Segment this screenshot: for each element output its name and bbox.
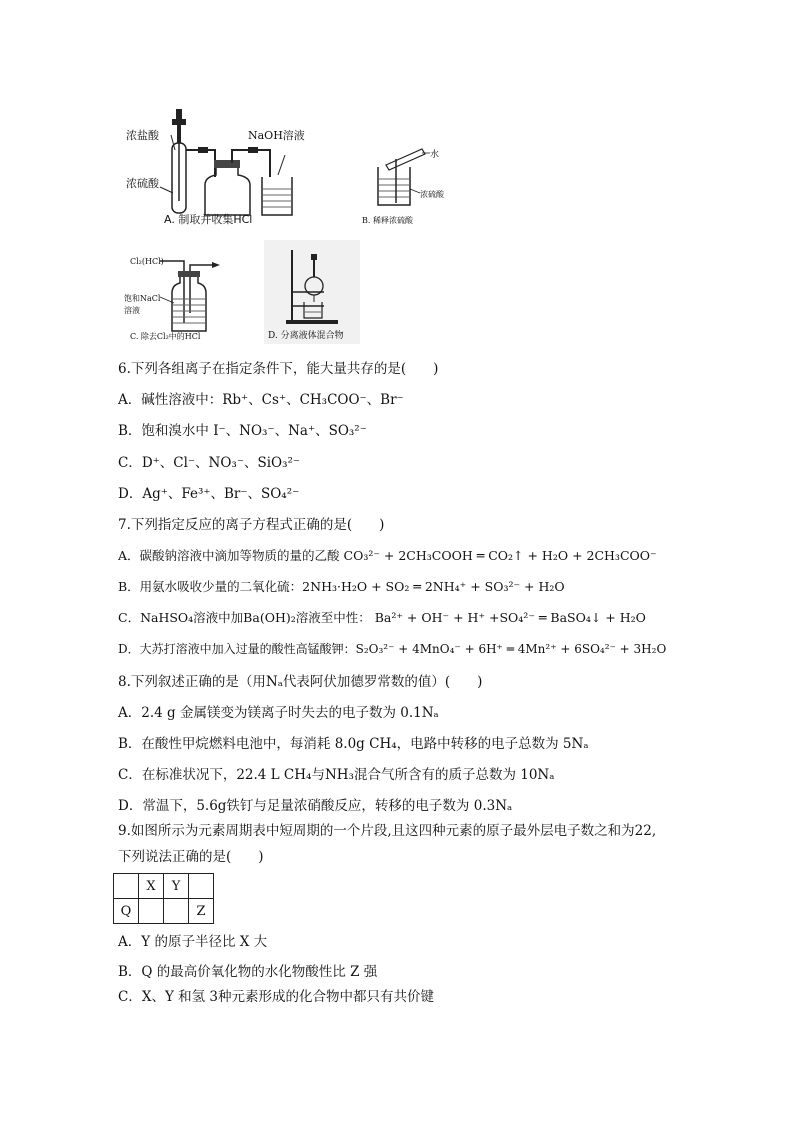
label-naoh: NaOH溶液 [248, 129, 305, 142]
label-b-acid: 浓硫酸 [420, 190, 444, 199]
table-row [114, 874, 214, 899]
q6-option-b: B．饱和溴水中 I⁻、NO₃⁻、Na⁺、SO₃²⁻ [118, 423, 367, 439]
label-conc-h2so4: 浓硫酸 [126, 177, 159, 190]
q8-stem: 8.下列叙述正确的是（用Nₐ代表阿伏加德罗常数的值）( ) [118, 674, 483, 690]
label-water: 水 [430, 150, 440, 160]
q9-option-b: B．Q 的最高价氧化物的水化物酸性比 Z 强 [118, 964, 378, 980]
table-cell [164, 899, 189, 924]
q7-option-b: B．用氨水吸收少量的二氧化硫：2NH₃·H₂O + SO₂ ═ 2NH₄⁺ + SO₃²⁻ + H₂O [118, 579, 565, 594]
q8-option-a: A．2.4 g 金属镁变为镁离子时失去的电子数为 0.1Nₐ [118, 705, 439, 721]
periodic-table-fragment [113, 873, 214, 924]
table-cell: X [139, 874, 164, 899]
q6-option-a: A．碱性溶液中：Rb⁺、Cs⁺、CH₃COO⁻、Br⁻ [118, 392, 404, 408]
q7-option-d: D．大苏打溶液中加入过量的酸性高锰酸钾：S₂O₃²⁻ + 4MnO₄⁻ + 6H⁺ ═ 4Mn²⁺ + 6SO₄²⁻ + 3H₂O [118, 642, 667, 656]
q6-stem: 6.下列各组离子在指定条件下，能大量共存的是( ) [118, 361, 439, 377]
label-cl2-hcl: Cl₂(HCl) [130, 257, 164, 266]
q7-option-c: C．NaHSO₄溶液中加Ba(OH)₂溶液至中性： Ba²⁺ + OH⁻ + H⁺ +SO₄²⁻ ═ BaSO₄↓ + H₂O [118, 610, 646, 625]
table-row [114, 899, 214, 924]
table-cell: Z [189, 899, 214, 924]
q8-option-c: C．在标准状况下，22.4 L CH₄与NH₃混合气所含有的质子总数为 10Nₐ [118, 767, 555, 783]
label-sat-nacl: 饱和NaCl [124, 294, 161, 303]
figure-b-drawing [360, 145, 460, 225]
q9-option-a: A．Y 的原子半径比 X 大 [118, 934, 268, 950]
apparatus-figures [120, 105, 460, 350]
q8-option-b: B．在酸性甲烷燃料电池中，每消耗 8.0g CH₄，电路中转移的电子总数为 5Nₐ [118, 736, 589, 752]
figure-c [120, 253, 230, 343]
label-solution: 溶液 [124, 306, 140, 315]
q6-option-d: D．Ag⁺、Fe³⁺、Br⁻、SO₄²⁻ [118, 486, 300, 502]
table-cell: Y [164, 874, 189, 899]
figure-a-caption: A. 制取并收集HCl [164, 213, 253, 226]
figure-a [120, 105, 350, 225]
table-cell [189, 874, 214, 899]
q6-option-c: C．D⁺、Cl⁻、NO₃⁻、SiO₃²⁻ [118, 455, 301, 471]
figure-c-caption: C. 除去Cl₂中的HCl [130, 332, 201, 341]
table-cell: Q [114, 899, 139, 924]
q8-option-d: D．常温下，5.6g铁钉与足量浓硝酸反应，转移的电子数为 0.3Nₐ [118, 798, 513, 814]
q7-option-a: A．碳酸钠溶液中滴加等物质的量的乙酸 CO₃²⁻ + 2CH₃COOH ═ CO₂↑ + H₂O + 2CH₃COO⁻ [118, 548, 657, 563]
figure-d-caption: D. 分离液体混合物 [268, 331, 344, 341]
q9-stem-line2: 下列说法正确的是( ) [118, 849, 264, 865]
table-cell [114, 874, 139, 899]
figure-a-drawing [120, 105, 350, 225]
label-conc-hcl: 浓盐酸 [126, 129, 159, 142]
table-cell [139, 899, 164, 924]
q7-stem: 7.下列指定反应的离子方程式正确的是( ) [118, 517, 385, 533]
figure-b [360, 145, 460, 225]
figure-d [264, 240, 360, 344]
figure-b-caption: B. 稀释浓硫酸 [362, 216, 413, 225]
q9-stem-line1: 9.如图所示为元素周期表中短周期的一个片段,且这四种元素的原子最外层电子数之和为22, [118, 823, 657, 839]
q9-option-c: C．X、Y 和氢 3种元素形成的化合物中都只有共价键 [118, 989, 435, 1005]
